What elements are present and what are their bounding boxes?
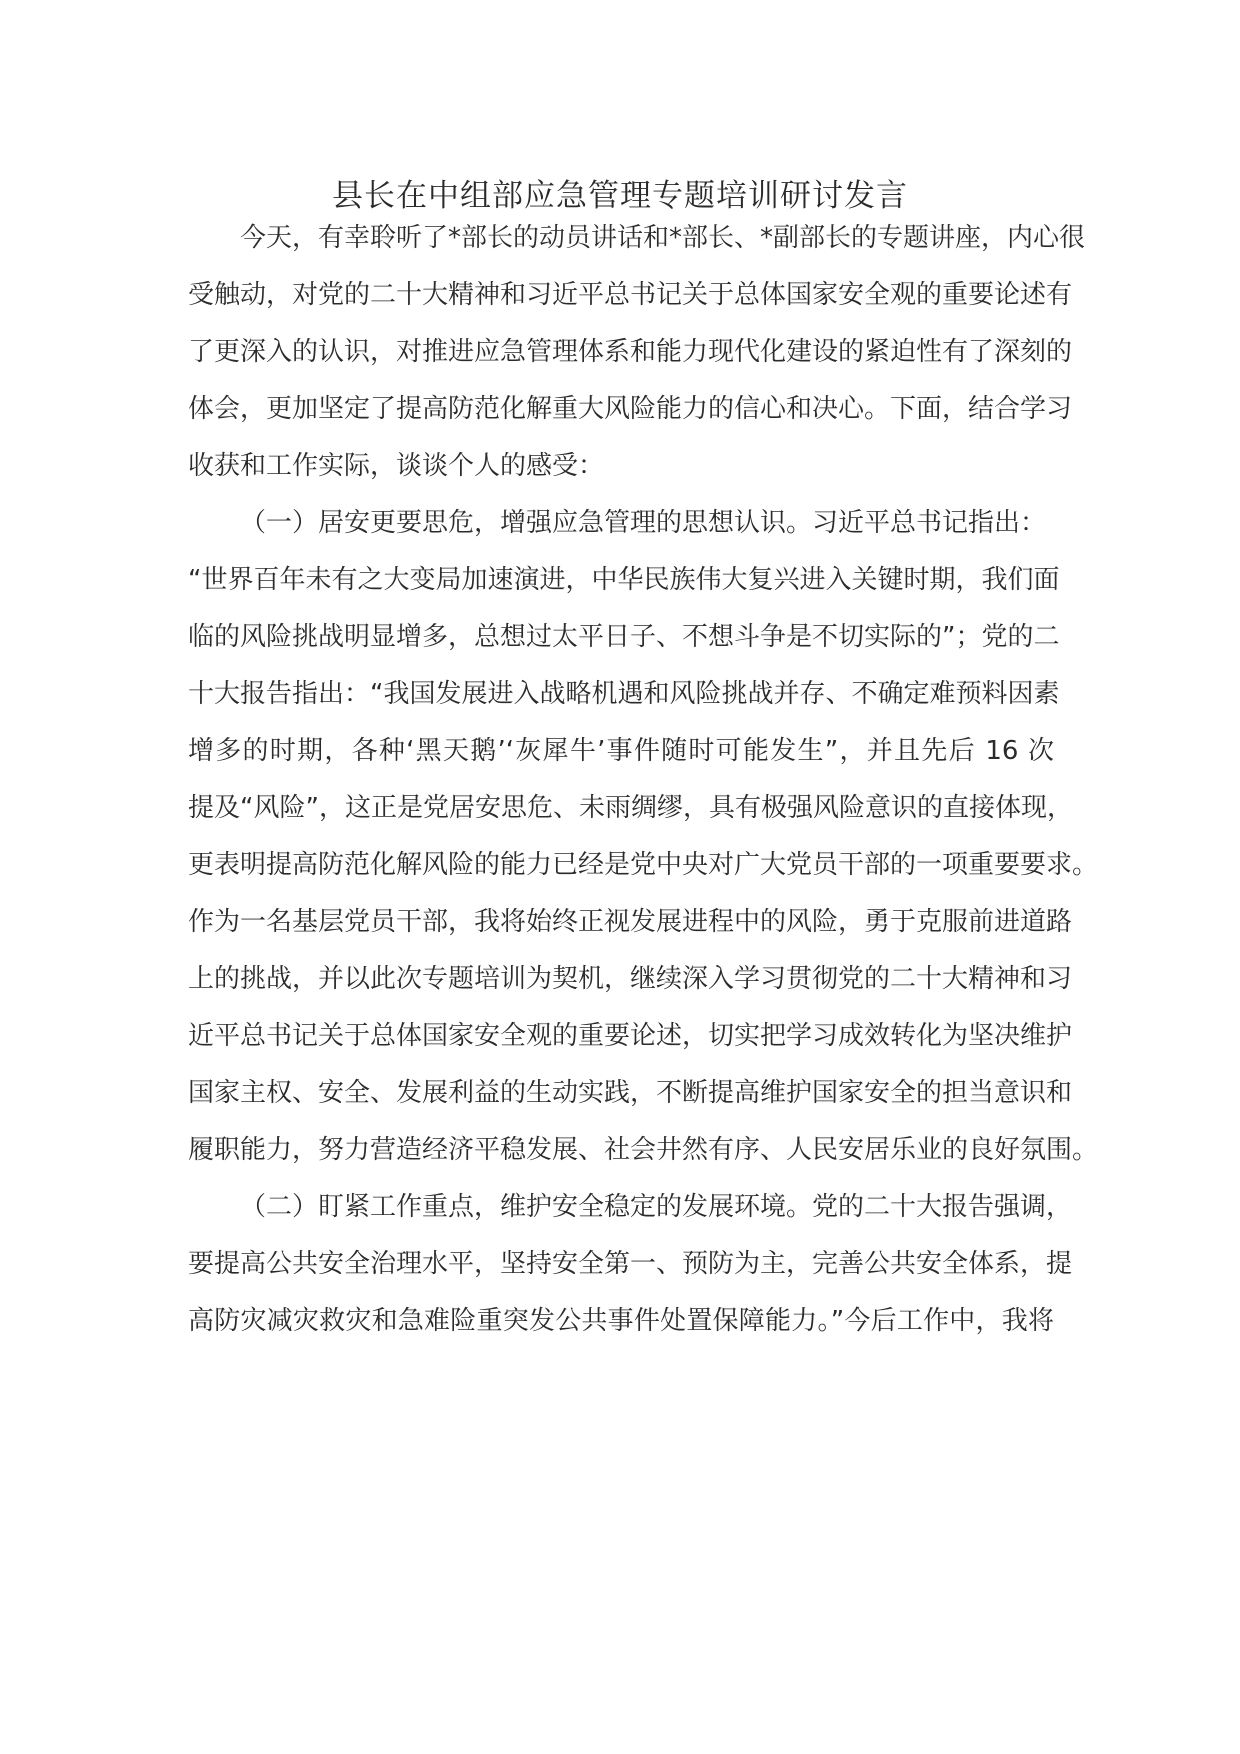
paragraph-line: 体会，更加坚定了提高防范化解重大风险能力的信心和决心。下面，结合学习	[188, 394, 1073, 424]
paragraph-line: 更表明提高防范化解风险的能力已经是党中央对广大党员干部的一项重要要求。	[188, 850, 1099, 880]
paragraph-line: 作为一名基层党员干部，我将始终正视发展进程中的风险，勇于克服前进道路	[188, 907, 1073, 937]
paragraph-line: 提及“风险”，这正是党居安思危、未雨绸缪，具有极强风险意识的直接体现，	[188, 793, 1073, 823]
document-title: 县长在中组部应急管理专题培训研讨发言	[332, 178, 908, 214]
paragraph-line: 受触动，对党的二十大精神和习近平总书记关于总体国家安全观的重要论述有	[188, 280, 1073, 310]
paragraph-line: 了更深入的认识，对推进应急管理体系和能力现代化建设的紧迫性有了深刻的	[188, 337, 1073, 367]
section-heading-line: （一）居安更要思危，增强应急管理的思想认识。习近平总书记指出：	[240, 508, 1047, 538]
paragraph-line: 收获和工作实际，谈谈个人的感受：	[188, 451, 605, 481]
paragraph-line: 增多的时期，各种‘黑天鹅’‘灰犀牛’事件随时可能发生”，并且先后 16 次	[188, 736, 1054, 766]
paragraph-line: 十大报告指出：“我国发展进入战略机遇和风险挑战并存、不确定难预料因素	[188, 679, 1060, 709]
paragraph-line: 国家主权、安全、发展利益的生动实践，不断提高维护国家安全的担当意识和	[188, 1078, 1073, 1108]
paragraph-line: 要提高公共安全治理水平，坚持安全第一、预防为主，完善公共安全体系，提	[188, 1249, 1073, 1279]
paragraph-line: 今天，有幸聆听了*部长的动员讲话和*部长、*副部长的专题讲座，内心很	[240, 223, 1086, 253]
paragraph-line: 上的挑战，并以此次专题培训为契机，继续深入学习贯彻党的二十大精神和习	[188, 964, 1073, 994]
paragraph-line: “世界百年未有之大变局加速演进，中华民族伟大复兴进入关键时期，我们面	[188, 565, 1060, 595]
paragraph-line: 近平总书记关于总体国家安全观的重要论述，切实把学习成效转化为坚决维护	[188, 1021, 1073, 1051]
paragraph-line: 履职能力，努力营造经济平稳发展、社会井然有序、人民安居乐业的良好氛围。	[188, 1135, 1099, 1165]
paragraph-line: 临的风险挑战明显增多，总想过太平日子、不想斗争是不切实际的”；党的二	[188, 622, 1060, 652]
section-heading-line: （二）盯紧工作重点，维护安全稳定的发展环境。党的二十大报告强调，	[240, 1192, 1073, 1222]
paragraph-line: 高防灾减灾救灾和急难险重突发公共事件处置保障能力。”今后工作中，我将	[188, 1306, 1054, 1336]
